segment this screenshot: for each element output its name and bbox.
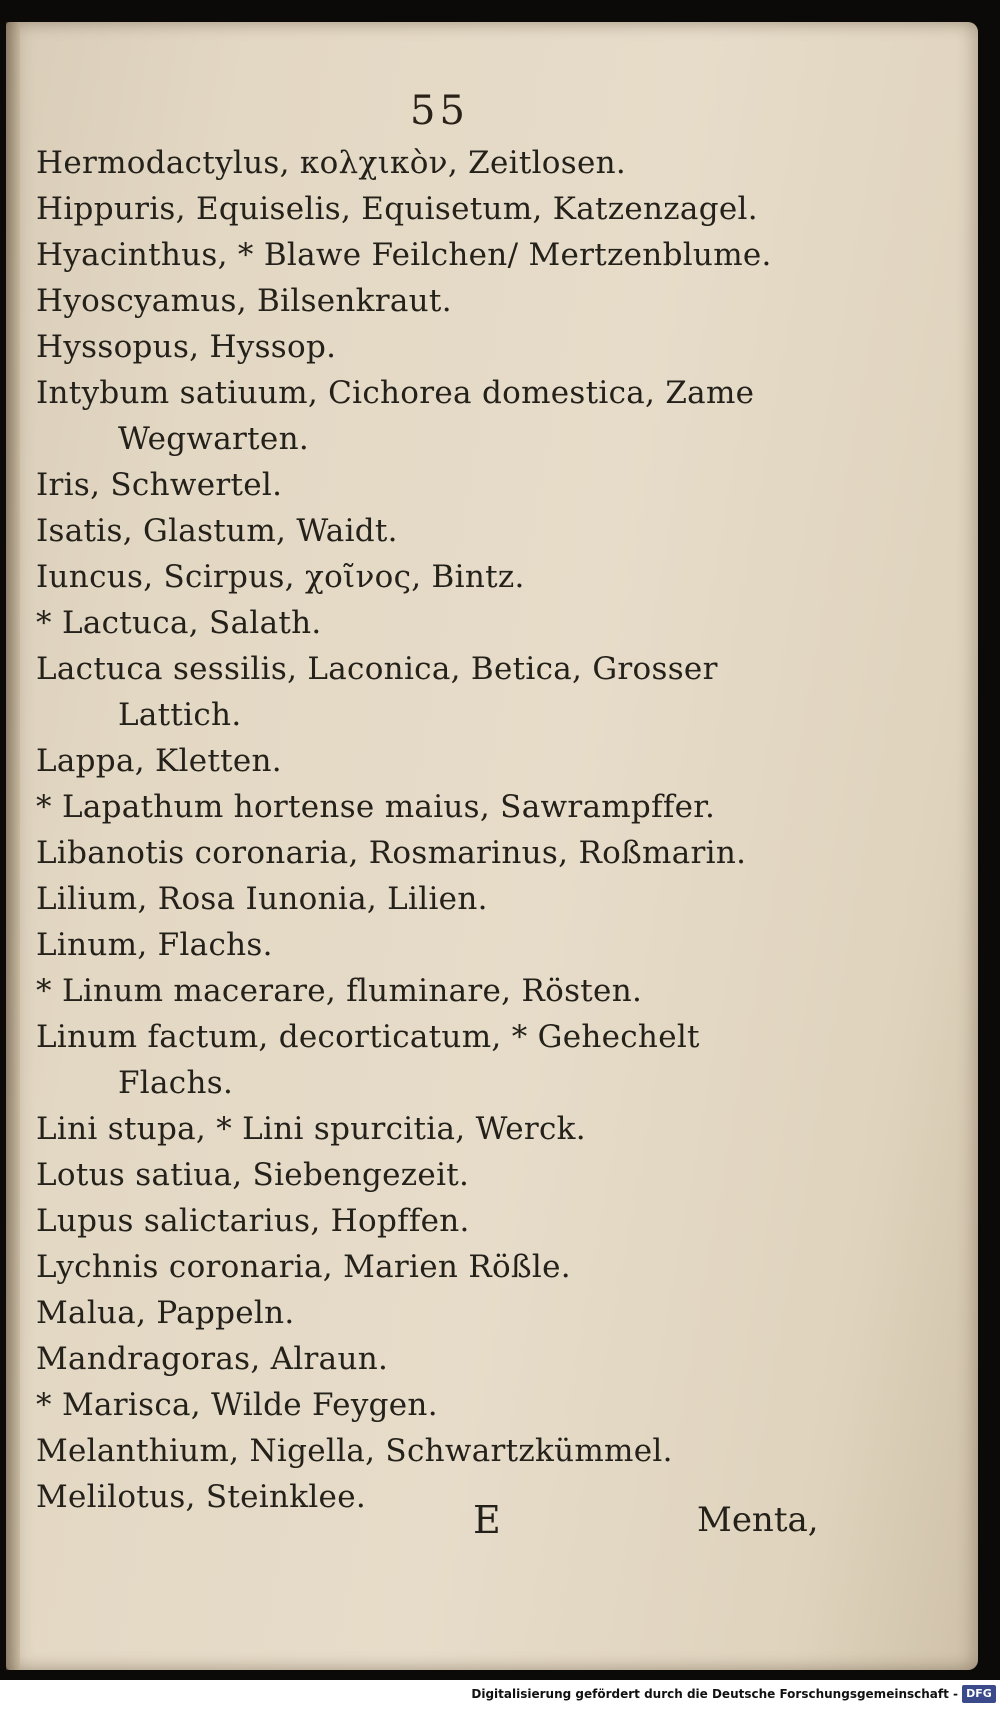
page-gutter bbox=[6, 22, 20, 1670]
glossary-entry: Hyoscyamus, Bilsenkraut. bbox=[36, 283, 452, 319]
glossary-entry: Lupus salictarius, Hopffen. bbox=[36, 1203, 470, 1239]
catchword: Menta, bbox=[697, 1500, 819, 1540]
glossary-entry: Lilium, Rosa Iunonia, Lilien. bbox=[36, 881, 488, 917]
dfg-logo: DFG bbox=[962, 1685, 996, 1703]
digitization-footer bbox=[0, 1680, 1000, 1710]
page-number: 55 bbox=[410, 88, 469, 134]
entry-continuation-line: Flachs. bbox=[118, 1065, 234, 1101]
glossary-entry: Lappa, Kletten. bbox=[36, 743, 282, 779]
glossary-entry: Hyssopus, Hyssop. bbox=[36, 329, 337, 365]
entry-continuation-line: Wegwarten. bbox=[118, 421, 309, 457]
glossary-entry: Melilotus, Steinklee. bbox=[36, 1479, 366, 1515]
glossary-entry: * Linum macerare, fluminare, Rösten. bbox=[36, 973, 643, 1009]
glossary-entry: Hermodactylus, κολχικὸν, Zeitlosen. bbox=[36, 145, 627, 181]
glossary-entry: Lychnis coronaria, Marien Rößle. bbox=[36, 1249, 571, 1285]
glossary-entry: Malua, Pappeln. bbox=[36, 1295, 295, 1331]
glossary-entry: Iris, Schwertel. bbox=[36, 467, 283, 503]
glossary-entry: * Lactuca, Salath. bbox=[36, 605, 322, 641]
glossary-entries bbox=[36, 140, 856, 1520]
glossary-entry: Lotus satiua, Siebengezeit. bbox=[36, 1157, 470, 1193]
glossary-entry: Libanotis coronaria, Rosmarinus, Roßmarin. bbox=[36, 835, 747, 871]
glossary-entry: Iuncus, Scirpus, χοῖνος, Bintz. bbox=[36, 559, 525, 595]
glossary-entry: Linum factum, decorticatum, * Gehechelt bbox=[36, 1019, 700, 1055]
glossary-entry: Melanthium, Nigella, Schwartzkümmel. bbox=[36, 1433, 673, 1469]
glossary-entry: Hippuris, Equiselis, Equisetum, Katzenzagel. bbox=[36, 191, 758, 227]
glossary-entry: Mandragoras, Alraun. bbox=[36, 1341, 389, 1377]
entry-continuation-line: Lattich. bbox=[118, 697, 242, 733]
footer-credit: Digitalisierung gefördert durch die Deutsche Forschungsgemeinschaft - bbox=[471, 1687, 958, 1701]
glossary-entry: Linum, Flachs. bbox=[36, 927, 273, 963]
glossary-entry: Isatis, Glastum, Waidt. bbox=[36, 513, 398, 549]
glossary-entry: Intybum satiuum, Cichorea domestica, Zame bbox=[36, 375, 755, 411]
glossary-entry: Lactuca sessilis, Laconica, Betica, Grosser bbox=[36, 651, 718, 687]
glossary-entry: Hyacinthus, * Blawe Feilchen/ Mertzenblume. bbox=[36, 237, 772, 273]
glossary-entry: * Marisca, Wilde Feygen. bbox=[36, 1387, 438, 1423]
glossary-entry: * Lapathum hortense maius, Sawrampffer. bbox=[36, 789, 716, 825]
signature-mark: E bbox=[473, 1498, 501, 1542]
glossary-entry: Lini stupa, * Lini spurcitia, Werck. bbox=[36, 1111, 586, 1147]
